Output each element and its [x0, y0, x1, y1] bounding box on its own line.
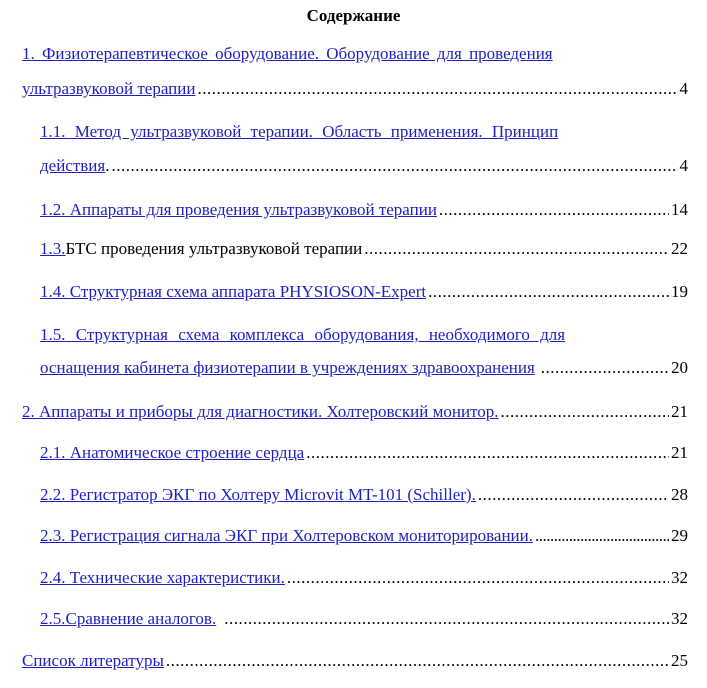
leader-dots [306, 443, 669, 463]
toc-link-1-2[interactable]: 1.2. Аппараты для проведения ультразвуковой терапии [40, 200, 437, 219]
toc-link-1-5-cont[interactable]: оснащения кабинета физиотерапии в учреждениях здравоохранения [40, 358, 535, 377]
toc-link-2-2[interactable]: 2.2. Регистратор ЭКГ по Холтеру Microvit MT-101 (Schiller). [40, 485, 476, 504]
page-number: 4 [679, 156, 688, 175]
toc-link-2-5[interactable]: 2.5.Сравнение аналогов. [40, 609, 217, 628]
toc-entry-2-1[interactable] [40, 439, 688, 463]
toc-entry-2-4[interactable] [40, 564, 688, 588]
leader-dots [111, 156, 677, 176]
leader-dots [439, 200, 669, 220]
leader-dots [166, 651, 669, 671]
toc-entry-2[interactable] [22, 398, 688, 422]
leader-dots [541, 358, 669, 378]
toc-link-1-1[interactable]: 1.1. Метод ультразвуковой терапии. Область применения. Принцип [40, 122, 559, 141]
leader-dots [364, 239, 669, 259]
page-number: 19 [671, 282, 688, 301]
toc-punct: . [105, 156, 110, 175]
toc-link-2-4[interactable]: 2.4. Технические характеристики. [40, 568, 285, 587]
toc-link-1-5[interactable]: 1.5. Структурная схема комплекса оборудования, необходимого для [40, 325, 566, 344]
toc-entry-1-line2[interactable] [22, 75, 688, 99]
toc-link-1-1-cont[interactable]: действия [40, 156, 106, 175]
leader-dots [428, 282, 669, 302]
page-number: 29 [671, 526, 688, 545]
toc-entry-text: БТС проведения ультразвуковой терапии [65, 239, 363, 258]
leader-dots [535, 526, 669, 546]
leader-dots [197, 79, 677, 99]
toc-entry-1-4[interactable] [40, 278, 688, 302]
toc-entry-2-3[interactable] [40, 522, 688, 546]
toc-link-2-3[interactable]: 2.3. Регистрация сигнала ЭКГ при Холтеровском мониторировании. [40, 526, 533, 545]
toc-entry-1-2[interactable] [40, 196, 688, 220]
page-number: 20 [671, 358, 688, 377]
page-number: 25 [671, 651, 688, 670]
toc-entry-2-5[interactable] [40, 605, 688, 629]
toc-entry-1-1-line2[interactable] [40, 152, 688, 176]
page-number: 32 [671, 609, 688, 628]
toc-entry-1-5-line2[interactable] [40, 354, 688, 378]
page-number: 14 [671, 200, 688, 219]
toc-entry-bibliography[interactable] [22, 647, 688, 671]
toc-link-2[interactable]: 2. Аппараты и приборы для диагностики. Холтеровский монитор. [22, 402, 499, 421]
leader-dots [287, 568, 669, 588]
page-number: 21 [671, 402, 688, 421]
toc-link-2-1[interactable]: 2.1. Анатомическое строение сердца [40, 443, 305, 462]
page-number: 32 [671, 568, 688, 587]
toc-link-1-4[interactable]: 1.4. Структурная схема аппарата PHYSIOSON-Expert [40, 282, 427, 301]
leader-dots [478, 485, 669, 505]
page-number: 28 [671, 485, 688, 504]
toc-link-1[interactable]: 1. Физиотерапевтическое оборудование. Оборудование для проведения [22, 44, 553, 63]
toc-link-1-cont[interactable]: ультразвуковой терапии [22, 79, 196, 98]
leader-dots [224, 609, 669, 629]
toc-link-bibliography[interactable]: Список литературы [22, 651, 164, 670]
toc-entry-1-line1[interactable] [22, 40, 688, 64]
toc-entry-1-3[interactable] [40, 235, 688, 259]
page-title: Содержание [306, 6, 401, 25]
toc-entry-1-1-line1[interactable] [40, 118, 688, 142]
toc-entry-1-5-line1[interactable] [40, 321, 688, 345]
page-number: 22 [671, 239, 688, 258]
toc-entry-2-2[interactable] [40, 481, 688, 505]
leader-dots [501, 402, 669, 422]
toc-link-1-3[interactable]: 1.3. [40, 239, 66, 258]
page-number: 4 [679, 79, 688, 98]
page-number: 21 [671, 443, 688, 462]
